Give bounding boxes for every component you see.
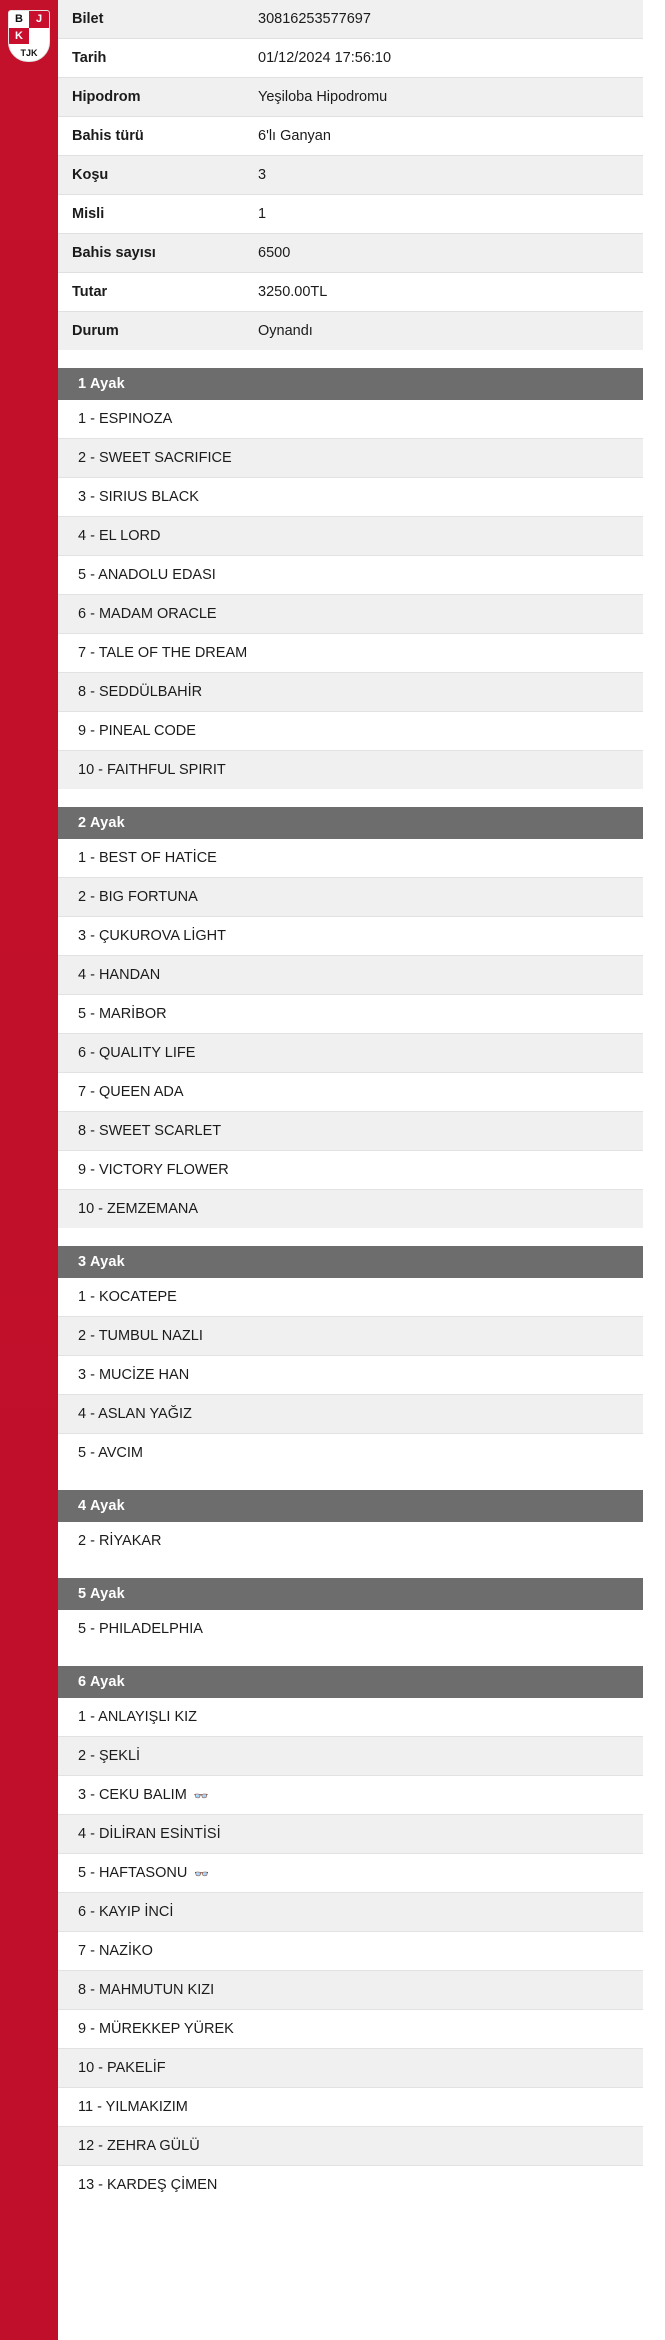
- runner-row[interactable]: [58, 1776, 643, 1815]
- ticket-info-label: Bahis türü: [58, 117, 254, 156]
- ticket-info-label: Bahis sayısı: [58, 234, 254, 273]
- ticket-info-value: 3250.00TL: [254, 273, 643, 312]
- runner-row[interactable]: [58, 878, 643, 917]
- leg-section: [58, 1578, 643, 1648]
- leg-header: 5 Ayak: [58, 1578, 643, 1610]
- runner-row[interactable]: [58, 1893, 643, 1932]
- runner-row[interactable]: [58, 1737, 643, 1776]
- ticket-info-row: [58, 78, 643, 117]
- runner-label: 3 - ÇUKUROVA LİGHT: [78, 928, 226, 944]
- ticket-info-label: Koşu: [58, 156, 254, 195]
- runner-row[interactable]: [58, 1278, 643, 1317]
- ticket-info-row: [58, 234, 643, 273]
- leg-header: 1 Ayak: [58, 368, 643, 400]
- runner-label: 1 - BEST OF HATİCE: [78, 850, 217, 866]
- runner-row[interactable]: [58, 712, 643, 751]
- ticket-info-value: 1: [254, 195, 643, 234]
- blinker-icon: 👓: [194, 1867, 210, 1881]
- leg-section: [58, 1246, 643, 1472]
- runner-row[interactable]: [58, 2166, 643, 2204]
- runner-label: 2 - BIG FORTUNA: [78, 889, 198, 905]
- runner-label: 2 - RİYAKAR: [78, 1533, 162, 1549]
- runner-label: 5 - AVCIM: [78, 1445, 143, 1461]
- leg-section: [58, 1666, 643, 2204]
- runner-row[interactable]: [58, 400, 643, 439]
- ticket-info-row: [58, 312, 643, 351]
- runner-row[interactable]: [58, 2010, 643, 2049]
- runner-row[interactable]: [58, 634, 643, 673]
- runner-label: 4 - EL LORD: [78, 528, 161, 544]
- runner-row[interactable]: [58, 1815, 643, 1854]
- runner-row[interactable]: [58, 1034, 643, 1073]
- runner-label: 5 - MARİBOR: [78, 1006, 167, 1022]
- runner-row[interactable]: [58, 1971, 643, 2010]
- leg-section: [58, 1490, 643, 1560]
- runner-label: 6 - KAYIP İNCİ: [78, 1904, 174, 1920]
- ticket-info-label: Hipodrom: [58, 78, 254, 117]
- runner-row[interactable]: [58, 2088, 643, 2127]
- ticket-info-row: [58, 39, 643, 78]
- left-rail: [0, 0, 58, 2340]
- runner-label: 4 - DİLİRAN ESİNTİSİ: [78, 1826, 221, 1842]
- runner-row[interactable]: [58, 1112, 643, 1151]
- runner-label: 4 - ASLAN YAĞIZ: [78, 1406, 192, 1422]
- logo-letter-4: [29, 28, 49, 45]
- runner-label: 7 - NAZİKO: [78, 1943, 153, 1959]
- runner-label: 2 - ŞEKLİ: [78, 1748, 141, 1764]
- runner-row[interactable]: [58, 1356, 643, 1395]
- legs-container: [58, 368, 643, 2204]
- ticket-content: [58, 0, 665, 2204]
- ticket-info-label: Tarih: [58, 39, 254, 78]
- ticket-info-value: 6500: [254, 234, 643, 273]
- runner-row[interactable]: [58, 839, 643, 878]
- leg-header: 6 Ayak: [58, 1666, 643, 1698]
- ticket-info-label: Tutar: [58, 273, 254, 312]
- ticket-info-table: [58, 0, 643, 350]
- logo-letter-1: B: [9, 11, 29, 28]
- runner-label: 9 - MÜREKKEP YÜREK: [78, 2021, 234, 2037]
- runner-row[interactable]: [58, 1317, 643, 1356]
- ticket-info-value: Yeşiloba Hipodromu: [254, 78, 643, 117]
- ticket-info-row: [58, 273, 643, 312]
- runner-row[interactable]: [58, 1698, 643, 1737]
- ticket-info-value: 30816253577697: [254, 0, 643, 39]
- runner-label: 1 - ANLAYIŞLI KIZ: [78, 1709, 198, 1725]
- leg-section: [58, 807, 643, 1228]
- runner-label: 2 - TUMBUL NAZLI: [78, 1328, 203, 1344]
- logo-letter-2: J: [29, 11, 49, 28]
- blinker-icon: 👓: [193, 1789, 209, 1803]
- ticket-info-row: [58, 195, 643, 234]
- runner-label: 1 - ESPINOZA: [78, 411, 173, 427]
- runner-label: 3 - CEKU BALIM: [78, 1787, 187, 1803]
- runner-label: 5 - ANADOLU EDASI: [78, 567, 216, 583]
- runner-label: 6 - MADAM ORACLE: [78, 606, 217, 622]
- runner-label: 6 - QUALITY LIFE: [78, 1045, 196, 1061]
- runner-label: 10 - PAKELİF: [78, 2060, 166, 2076]
- runner-row[interactable]: [58, 1434, 643, 1472]
- runner-label: 5 - PHILADELPHIA: [78, 1621, 203, 1637]
- runner-row[interactable]: [58, 2127, 643, 2166]
- runner-row[interactable]: [58, 1395, 643, 1434]
- runner-label: 10 - FAITHFUL SPIRIT: [78, 762, 226, 778]
- runner-row[interactable]: [58, 2049, 643, 2088]
- runner-row[interactable]: [58, 751, 643, 789]
- runner-row[interactable]: [58, 1610, 643, 1648]
- runner-row[interactable]: [58, 1932, 643, 1971]
- runner-label: 4 - HANDAN: [78, 967, 161, 983]
- runner-row[interactable]: [58, 1522, 643, 1560]
- runner-row[interactable]: [58, 439, 643, 478]
- ticket-info-row: [58, 0, 643, 39]
- ticket-info-row: [58, 156, 643, 195]
- runner-row[interactable]: [58, 1854, 643, 1893]
- logo-letter-5: TJK: [9, 44, 49, 61]
- runner-label: 9 - PINEAL CODE: [78, 723, 196, 739]
- runner-label: 8 - MAHMUTUN KIZI: [78, 1982, 215, 1998]
- runner-row[interactable]: [58, 595, 643, 634]
- leg-header: 3 Ayak: [58, 1246, 643, 1278]
- runner-label: 1 - KOCATEPE: [78, 1289, 177, 1305]
- leg-section: [58, 368, 643, 789]
- runner-row[interactable]: [58, 478, 643, 517]
- ticket-info-label: Bilet: [58, 0, 254, 39]
- runner-label: 3 - MUCİZE HAN: [78, 1367, 190, 1383]
- runner-label: 10 - ZEMZEMANA: [78, 1201, 199, 1217]
- runner-row[interactable]: [58, 917, 643, 956]
- runner-row[interactable]: [58, 517, 643, 556]
- runner-label: 8 - SWEET SCARLET: [78, 1123, 222, 1139]
- runner-row[interactable]: [58, 956, 643, 995]
- runner-row[interactable]: [58, 1151, 643, 1190]
- ticket-info-value: 01/12/2024 17:56:10: [254, 39, 643, 78]
- runner-label: 13 - KARDEŞ ÇİMEN: [78, 2177, 218, 2193]
- runner-row[interactable]: [58, 1073, 643, 1112]
- runner-label: 7 - TALE OF THE DREAM: [78, 645, 248, 661]
- ticket-info-label: Misli: [58, 195, 254, 234]
- runner-label: 9 - VICTORY FLOWER: [78, 1162, 229, 1178]
- logo-letter-3: K: [9, 28, 29, 45]
- ticket-info-row: [58, 117, 643, 156]
- logo-shield: [8, 10, 50, 62]
- ticket-info-label: Durum: [58, 312, 254, 351]
- ticket-info-value: 3: [254, 156, 643, 195]
- runner-row[interactable]: [58, 556, 643, 595]
- runner-label: 7 - QUEEN ADA: [78, 1084, 184, 1100]
- runner-label: 12 - ZEHRA GÜLÜ: [78, 2138, 200, 2154]
- runner-row[interactable]: [58, 995, 643, 1034]
- runner-row[interactable]: [58, 673, 643, 712]
- runner-label: 2 - SWEET SACRIFICE: [78, 450, 232, 466]
- runner-label: 11 - YILMAKIZIM: [78, 2099, 188, 2115]
- leg-header: 2 Ayak: [58, 807, 643, 839]
- runner-label: 5 - HAFTASONU: [78, 1865, 188, 1881]
- runner-row[interactable]: [58, 1190, 643, 1228]
- ticket-info-value: 6'lı Ganyan: [254, 117, 643, 156]
- ticket-info-value: Oynandı: [254, 312, 643, 351]
- club-logo: [8, 10, 50, 62]
- runner-label: 8 - SEDDÜLBAHİR: [78, 684, 203, 700]
- runner-label: 3 - SIRIUS BLACK: [78, 489, 199, 505]
- leg-header: 4 Ayak: [58, 1490, 643, 1522]
